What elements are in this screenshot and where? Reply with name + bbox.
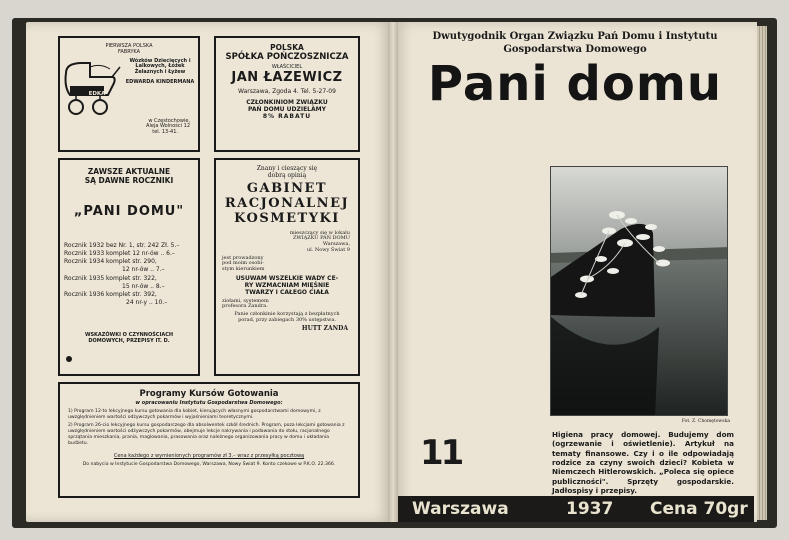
cover-subheader-line2: Gospodarstwa Domowego <box>503 44 647 55</box>
page-edges <box>757 26 767 520</box>
ad-gabinet-method1: ziołami, systemem <box>222 297 269 304</box>
cover-contents: Higiena pracy domowej. Budujemy dom (ogrzewanie i oświetlenie). Artykuł na tematy finansowe. Czy i o ile odpowiadają rodzice za czyny swoich dzieci? Kobieta w Niemczech Hitlerowskich. „Poleca się opiece publiczności". Sprzęty gospodarskie. Jadłospisy i przepisy. <box>552 430 734 496</box>
ad-kursy-subtitle: w opracowaniu Instytutu Gospodarstwa Domowego: <box>135 399 283 406</box>
ad-wozki-address: Aleja Wolności 12 <box>146 123 190 130</box>
list-item: Rocznik 1933 komplet 12 nr-ów .. 6.– <box>64 250 175 258</box>
ad-gabinet-title3: KOSMETYKI <box>234 210 340 226</box>
ad-wozki-owner: EDWARDA KINDERMANA <box>125 78 195 85</box>
ad-kursy-price: Cena każdego z wymienionych programów zł 3.– wraz z przesyłką pocztową <box>113 452 305 459</box>
list-item: Rocznik 1935 komplet str. 322, <box>64 274 157 282</box>
footer-price: Cena 70gr <box>650 499 748 519</box>
bullet-icon <box>66 356 72 362</box>
ad-roczniki-line2: SĄ DAWNE ROCZNIKI <box>84 175 174 185</box>
ad-spolka-members1: CZŁONKINIOM ZWIĄZKU <box>246 98 328 106</box>
ad-gabinet-run3: stym kierunkiem <box>222 266 265 273</box>
ad-gabinet-claim1: USUWAM WSZELKIE WADY CE- <box>235 274 339 282</box>
ad-gabinet <box>214 158 360 376</box>
ad-spolka-members2: PAŃ DOMU UDZIELAMY <box>248 105 326 113</box>
list-item: 1) Program 12-to lekcyjnego kursu gotowania dla kobiet, kierujących własnymi gospodarstwami domowymi, z uwzględnieniem wartości odżywczych pokarmów i wyjaśnieniami teoretycznymi. <box>68 408 321 420</box>
ad-gabinet-signature: HUTT ZANDA <box>301 324 348 332</box>
ad-wozki-line2: FABRYKA <box>117 48 141 55</box>
ad-spolka-owner: JAN ŁAZEWICZ <box>231 70 343 86</box>
ad-wozki-phone: tel. 13-41. <box>152 129 178 135</box>
ad-gabinet-run2: pod moim osobi- <box>222 260 264 267</box>
ad-gabinet-claim2: RY WZMACNIAM MIĘŚNIE <box>244 281 330 289</box>
photo-credit: Fot. Z. Chomętowska <box>681 419 730 424</box>
ad-wozki <box>58 36 200 152</box>
ad-gabinet-claim3: TWARZY I CAŁEGO CIAŁA <box>245 288 329 296</box>
list-item: Rocznik 1932 bez Nr. 1, str. 242 Zł. 5.– <box>64 242 180 250</box>
ad-gabinet-title2: RACJONALNEJ <box>224 195 350 211</box>
ad-kursy-order: Do nabycia w Instytucie Gospodarstwa Domowego, Warszawa, Nowy Świat 9. Konto czekowe w P.K.O. 22.366. <box>82 462 336 468</box>
list-item: 15 nr-ów .. 8.– <box>122 282 165 290</box>
cover-masthead: Pani domu <box>427 56 723 112</box>
cover-footer-bar <box>398 496 754 522</box>
book-spine <box>388 22 398 522</box>
ad-kursy-list <box>60 407 358 450</box>
ad-spolka-line2: SPÓŁKA POŃCZOSZNICZA <box>225 51 349 62</box>
ad-roczniki-title: „PANI DOMU" <box>73 204 185 220</box>
ad-gabinet-loc3: Warszawa, <box>322 241 350 248</box>
ad-gabinet-intro2: dobrą opinią <box>267 171 307 179</box>
pram-icon <box>60 59 122 119</box>
ad-wozki-line1: PIERWSZA POLSKA <box>105 43 153 49</box>
list-item: 12 nr-ów .. 7.– <box>122 266 165 274</box>
ad-spolka-line1: POLSKA <box>270 43 304 52</box>
ad-gabinet-run1: jest prowadzony <box>222 254 264 261</box>
ad-roczniki-footer2: DOMOWYCH, PRZEPISY IT. D. <box>88 337 170 344</box>
ad-gabinet-loc1: mieszczący się w lokalu <box>289 229 350 236</box>
boat-flowers-illustration <box>551 167 728 416</box>
list-item: Rocznik 1934 komplet str. 290, <box>64 258 157 266</box>
ad-gabinet-loc4: ul. Nowy Świat 9 <box>306 246 350 253</box>
ad-gabinet-title1: GABINET <box>246 180 328 196</box>
ad-roczniki <box>58 158 200 376</box>
cover-photo <box>550 166 728 416</box>
list-item: 24 nr-y .. 10.– <box>126 298 168 306</box>
ad-wozki-brand: EDKA <box>88 91 106 97</box>
ad-gabinet-method2: profesora Żandra. <box>222 303 268 310</box>
footer-city: Warszawa <box>412 499 509 519</box>
ad-roczniki-line1: ZAWSZE AKTUALNE <box>87 167 171 176</box>
ad-gabinet-loc2: ZWIĄZKU PAŃ DOMU <box>293 235 350 242</box>
ad-kursy-title: Programy Kursów Gotowania <box>139 389 279 399</box>
ad-spolka-address: Warszawa, Zgoda 4. Tel. 5-27-09 <box>238 88 336 96</box>
ad-wozki-city: w Częstochowie, <box>148 117 190 124</box>
ad-spolka <box>214 36 360 152</box>
ad-wozki-products: Wózków Dziecięcych i Lalkowych, Łóżek Żelaznych i Łyżew <box>129 57 191 75</box>
ad-roczniki-footer1: WSKAZÓWKI O CZYNNOŚCIACH <box>84 331 174 338</box>
ad-roczniki-list <box>60 242 198 307</box>
ad-gabinet-intro1: Znany i cieszący się <box>256 165 318 172</box>
list-item: 2) Program 26-cio lekcyjnego kursu gospodarczego dla absolwentek szkół średnich. Program, poza lekcjami gotowania z uwzględnieniem wartości odżywczych pokarmów, obejmuje lekcje nakrywania i podawania do stołu, racjonalnego sprzątania mieszkania, prania, maglowania, prasowania oraz należnego organizowania pracy w domu i układania budżetu. <box>68 422 345 447</box>
ad-gabinet-note2: porad, przy zabiegach 30% ustępstwa. <box>238 316 336 323</box>
ad-gabinet-note1: Panie członkinie korzystają z bezpłatnych <box>234 311 340 318</box>
list-item: Rocznik 1936 komplet str. 392, <box>64 290 157 298</box>
ad-spolka-owner-label: WŁAŚCICIEL <box>271 64 303 71</box>
ad-kursy <box>58 382 360 498</box>
issue-number: 11 <box>420 433 462 473</box>
ad-spolka-discount: 8% RABATU <box>262 112 312 120</box>
cover-subheader-line1: Dwutygodnik Organ Związku Pań Domu i Instytutu <box>432 31 718 42</box>
footer-year: 1937 <box>566 499 614 519</box>
